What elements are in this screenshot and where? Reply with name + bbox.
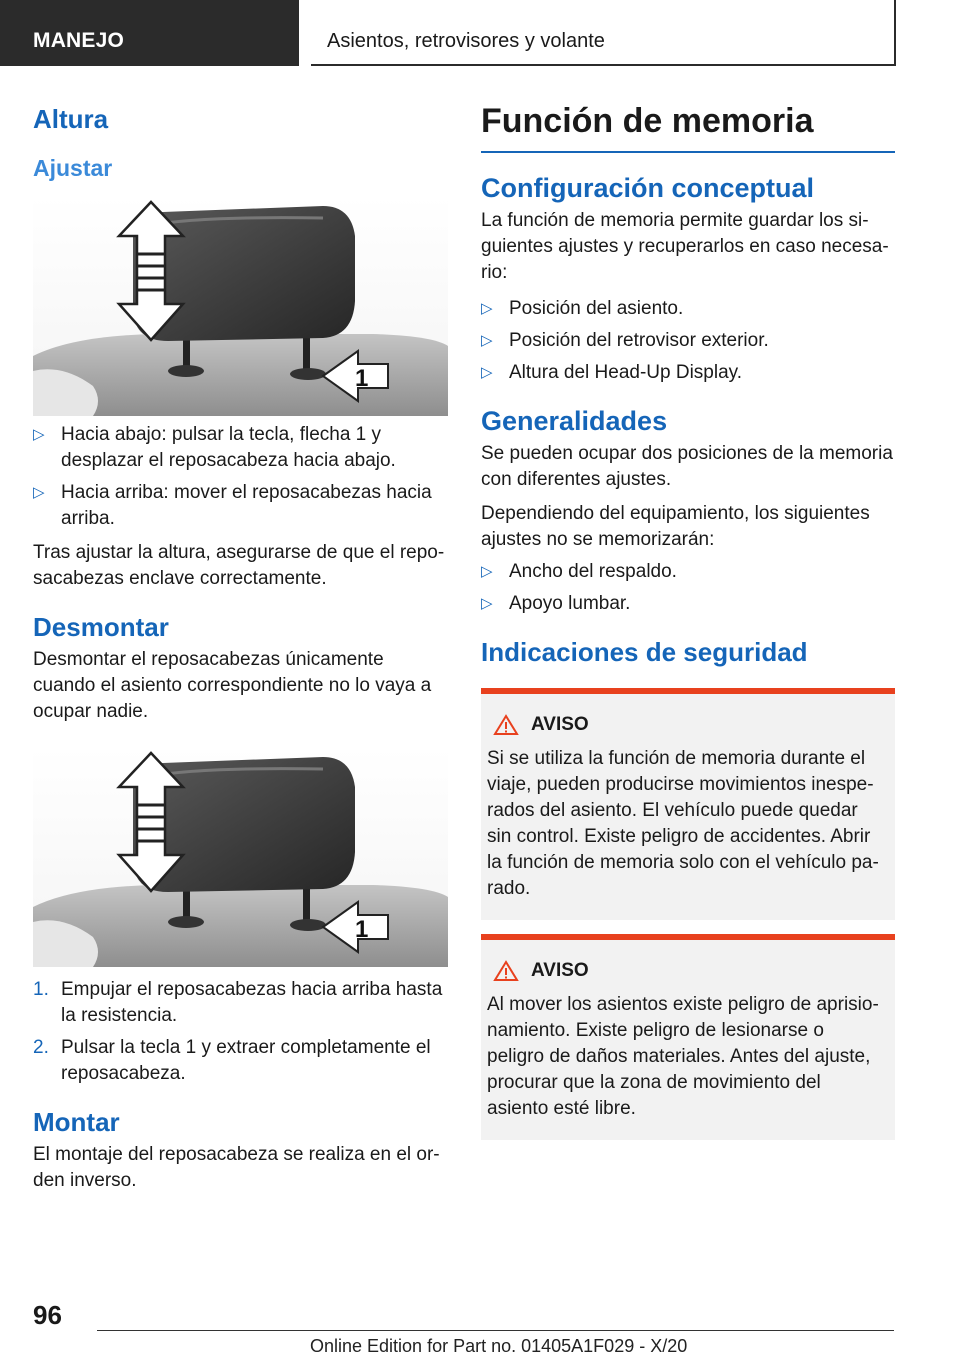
montar-heading: Montar (33, 1107, 120, 1137)
list-item: ▷ Hacia arriba: mover el reposacabezas hacia arriba. (33, 482, 432, 529)
page-header (0, 0, 960, 66)
desmontar-heading: Desmontar (33, 612, 169, 642)
triangle-bullet-icon: ▷ (481, 364, 493, 381)
list-item: ▷ Apoyo lumbar. (481, 591, 895, 617)
config-text: La función de memoria permite guardar los siguientes ajustes y recuperarlos en caso necesario: (481, 210, 889, 283)
warning-title: AVISO (531, 960, 589, 981)
section-label: MANEJO (0, 0, 299, 66)
warning-text: Al mover los asientos existe peligro de aprisionamiento. Existe peligro de lesionarse o peligro de daños materiales. Antes del ajuste, procurar que la zona de movimiento del asiento esté libre. (487, 994, 879, 1119)
altura-heading: Altura (33, 104, 109, 134)
config-heading: Configuración conceptual (481, 173, 815, 203)
config-list (481, 296, 895, 386)
list-item: ▷ Posición del retrovisor exterior. (481, 328, 895, 354)
list-item: ▷ Altura del Head-Up Display. (481, 360, 895, 386)
page-number: 96 (33, 1300, 62, 1330)
triangle-bullet-icon: ▷ (481, 595, 493, 612)
warning-box-1 (481, 688, 895, 920)
figure-callout-1: 1 (355, 365, 369, 392)
headrest-illustration-2 (33, 747, 448, 967)
general-text-1: Se pueden ocupar dos posiciones de la memoria con diferentes ajustes. (481, 443, 893, 490)
safety-heading: Indicaciones de seguridad (481, 637, 808, 667)
warning-triangle-icon (493, 714, 519, 736)
left-column (33, 96, 448, 1194)
list-item: ▷ Ancho del respaldo. (481, 559, 895, 585)
headrest-adjust-illustration (33, 196, 448, 416)
general-heading: Generalidades (481, 406, 668, 436)
headrest-illustration-1 (33, 196, 448, 416)
figure-callout-1: 1 (355, 916, 369, 943)
warning-triangle-icon (493, 960, 519, 982)
triangle-bullet-icon: ▷ (481, 300, 493, 317)
general-list (481, 559, 895, 617)
triangle-bullet-icon: ▷ (481, 332, 493, 349)
montar-text: El montaje del reposacabeza se realiza en el orden inverso. (33, 1144, 440, 1191)
desmontar-text: Desmontar el reposacabezas únicamente cuando el asiento correspondiente no lo vaya a ocupar nadie. (33, 649, 432, 722)
list-item: 2. Pulsar la tecla 1 y extraer completamente el reposacabeza. (33, 1037, 431, 1084)
general-text-2: Dependiendo del equipamiento, los siguientes ajustes no se memorizarán: (481, 503, 870, 550)
warning-title: AVISO (531, 714, 589, 735)
main-heading: Función de memoria (481, 102, 895, 153)
list-item: ▷ Hacia abajo: pulsar la tecla, flecha 1 y desplazar el reposacabeza hacia abajo. (33, 424, 396, 471)
list-item: 1. Empujar el reposacabezas hacia arriba hasta la resistencia. (33, 979, 443, 1026)
warning-box-2 (481, 934, 895, 1140)
ajustar-list (33, 422, 448, 532)
footer-divider (97, 1330, 894, 1331)
triangle-bullet-icon: ▷ (481, 563, 493, 580)
headrest-remove-illustration (33, 747, 448, 967)
right-column (481, 96, 895, 1140)
desmontar-steps (33, 977, 448, 1087)
list-item: ▷ Posición del asiento. (481, 296, 895, 322)
ajustar-note: Tras ajustar la altura, asegurarse de que el reposacabezas enclave correctamente. (33, 542, 445, 589)
edition-note: Online Edition for Part no. 01405A1F029 - X/20 (310, 1336, 688, 1356)
chapter-label: Asientos, retrovisores y volante (311, 0, 896, 66)
ajustar-heading: Ajustar (33, 155, 113, 181)
warning-text: Si se utiliza la función de memoria durante el viaje, pueden producirse movimientos inesperados del asiento. El vehículo puede quedar sin control. Existe peligro de accidentes. Abrir la función de memoria solo con el vehículo parado. (487, 748, 879, 899)
triangle-bullet-icon: ▷ (33, 426, 45, 443)
triangle-bullet-icon: ▷ (33, 484, 45, 501)
